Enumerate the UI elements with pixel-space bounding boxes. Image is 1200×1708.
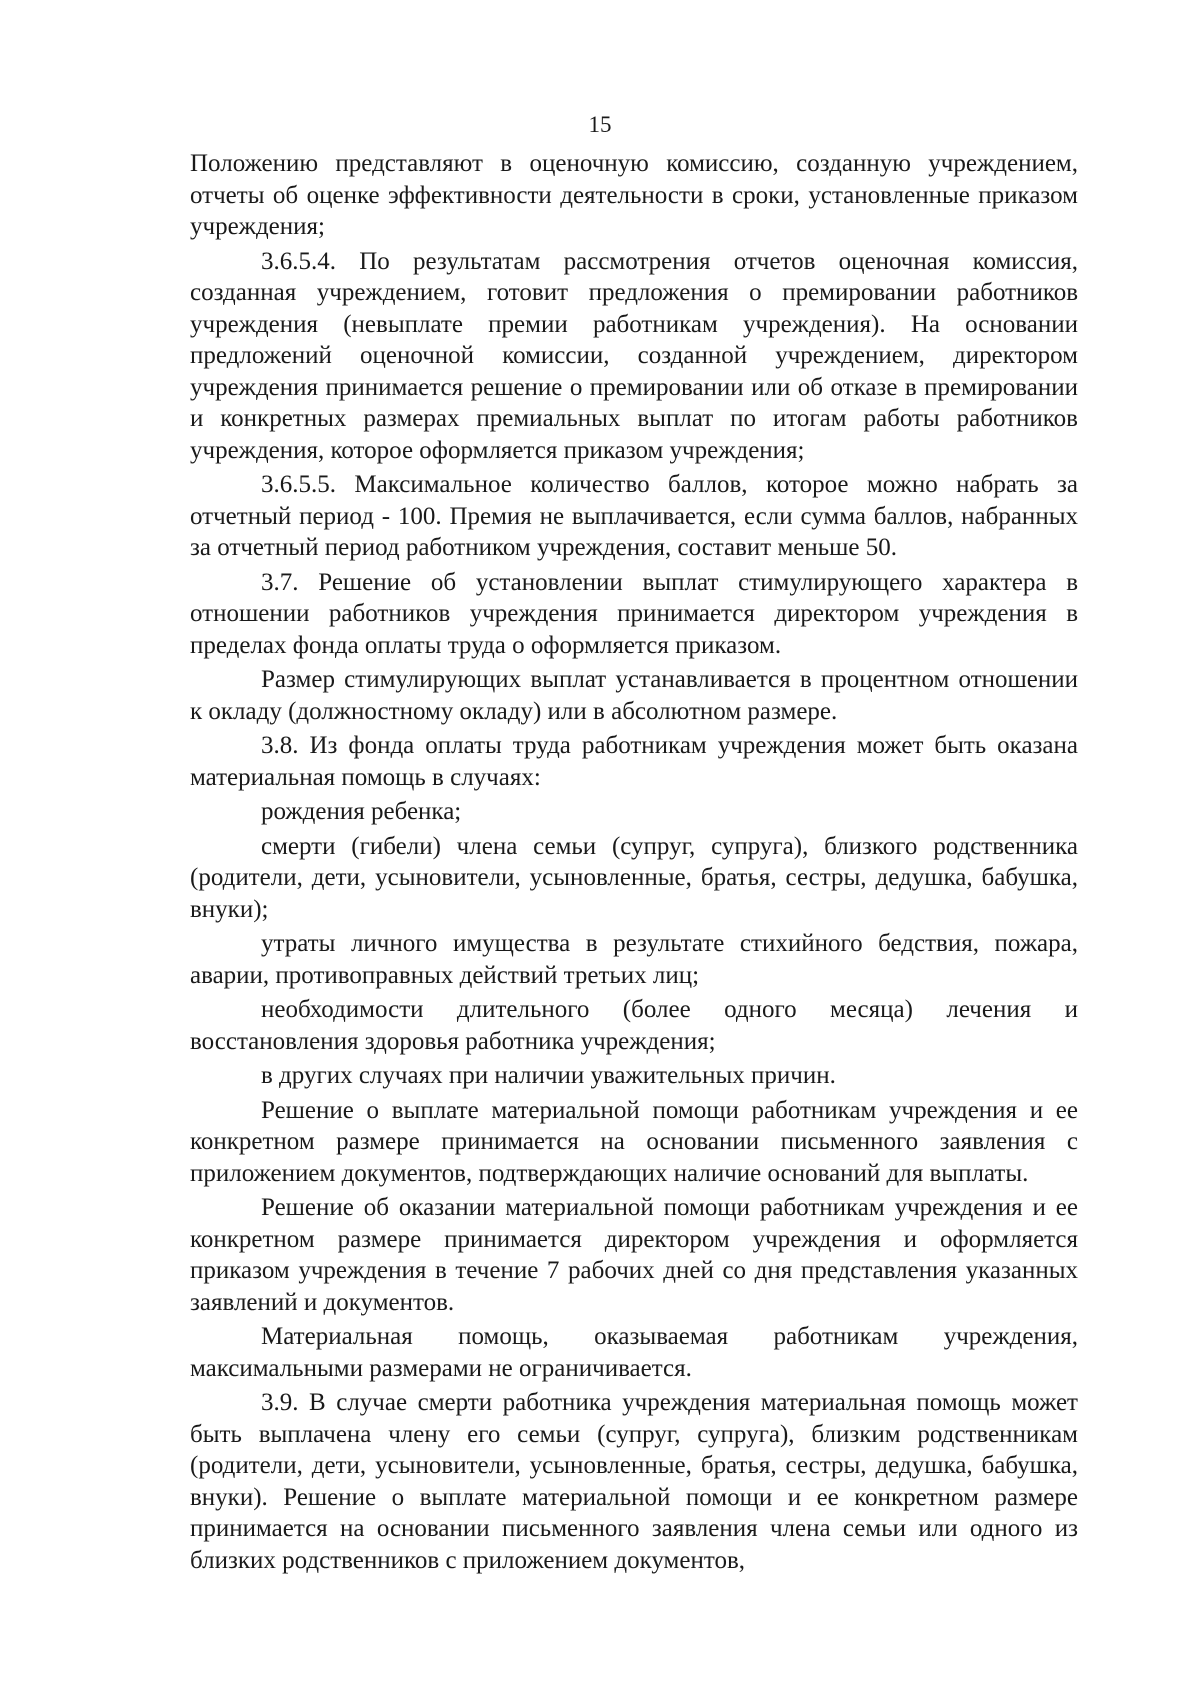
paragraph-aid-unlimited: Материальная помощь, оказываемая работникам учреждения, максимальными размерами не ограничивается. xyxy=(190,1323,1078,1382)
paragraph-3-7: 3.7. Решение об установлении выплат стимулирующего характера в отношении работников учреждения принимается директором учреждения в пределах фонда оплаты труда о оформляется приказом. xyxy=(190,568,1078,659)
paragraph-3-9: 3.9. В случае смерти работника учреждения материальная помощь может быть выплачена члену его семьи (супруг, супруга), близким родственникам (родители, дети, усыновители, усыновленные, братья, сестры, дедушка, бабушка, внуки). Решение о выплате материальной помощи и ее конкретном размере принимается на основании письменного заявления члена семьи или одного из близких родственников с приложением документов, xyxy=(190,1389,1078,1574)
page-number: 15 xyxy=(588,112,612,137)
list-item-property-loss: утраты личного имущества в результате стихийного бедствия, пожара, аварии, противоправных действий третьих лиц; xyxy=(190,930,1078,989)
paragraph-stimulus-size: Размер стимулирующих выплат устанавливается в процентном отношении к окладу (должностному окладу) или в абсолютном размере. xyxy=(190,666,1078,725)
paragraph-3-6-5-5: 3.6.5.5. Максимальное количество баллов, которое можно набрать за отчетный период - 100. Премия не выплачивается, если сумма баллов, набранных за отчетный период работником учреждения, составит меньше 50. xyxy=(190,471,1078,561)
list-item-other-cases: в других случаях при наличии уважительных причин. xyxy=(261,1062,836,1089)
document-body xyxy=(190,148,1078,1576)
list-item-child-birth: рождения ребенка; xyxy=(261,798,462,825)
paragraph-aid-order: Решение об оказании материальной помощи работникам учреждения и ее конкретном размере принимается директором учреждения и оформляется приказом учреждения в течение 7 рабочих дней со дня представления указанных заявлений и документов. xyxy=(190,1194,1078,1316)
paragraph-continuation: Положению представляют в оценочную комиссию, созданную учреждением, отчеты об оценке эффективности деятельности в сроки, установленные приказом учреждения; xyxy=(190,150,1078,240)
list-item-family-death: смерти (гибели) члена семьи (супруг, супруга), близкого родственника (родители, дети, усыновители, усыновленные, братья, сестры, дедушка, бабушка, внуки); xyxy=(190,832,1078,923)
paragraph-aid-decision: Решение о выплате материальной помощи работникам учреждения и ее конкретном размере принимается на основании письменного заявления с приложением документов, подтверждающих наличие оснований для выплаты. xyxy=(190,1096,1078,1187)
list-item-treatment: необходимости длительного (более одного месяца) лечения и восстановления здоровья работника учреждения; xyxy=(190,996,1078,1055)
paragraph-3-8: 3.8. Из фонда оплаты труда работникам учреждения может быть оказана материальная помощь в случаях: xyxy=(190,732,1078,791)
paragraph-3-6-5-4: 3.6.5.4. По результатам рассмотрения отчетов оценочная комиссия, созданная учреждением, готовит предложения о премировании работников учреждения (невыплате премии работникам учреждения). На основании предложений оценочной комиссии, созданной учреждением, директором учреждения принимается решение о премировании или об отказе в премировании и конкретных размерах премиальных выплат по итогам работы работников учреждения, которое оформляется приказом учреждения; xyxy=(190,247,1078,464)
